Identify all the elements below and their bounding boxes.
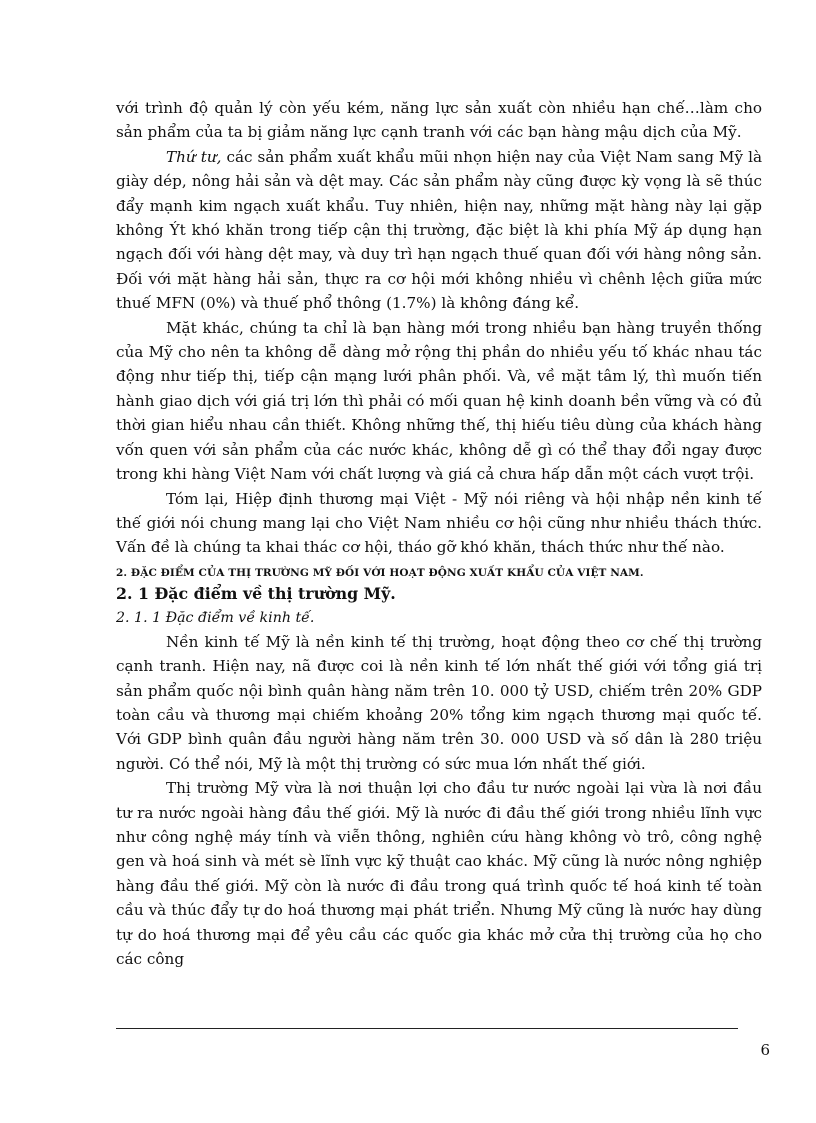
paragraph-continuation: với trình độ quản lý còn yếu kém, năng lực sản xuất còn nhiều hạn chế…làm cho sản phẩm của ta bị giảm năng lực cạnh tranh với các bạn hàng mậu dịch của Mỹ. <box>116 99 762 142</box>
subsection-heading: 2. 1 Đặc điểm về thị trường Mỹ. <box>116 583 396 603</box>
paragraph-economy: Nền kinh tế Mỹ là nền kinh tế thị trường, hoạt động theo cơ chế thị trường cạnh tranh. Hiện nay, nã được coi là nền kinh tế lớn nhất thế giới với tổng giá trị sản phẩm quốc nội bình quân hàng năm trên 10. 000 tỷ USD, chiếm trên 20% GDP toàn cầu và thương mại chiếm khoảng 20% tổng kim ngạch thương mại quốc tế. Với GDP bình quân đầu người hàng năm trên 30. 000 USD và số dân là 280 triệu người. Có thể nói, Mỹ là một thị trường có sức mua lớn nhất thế giới. <box>116 632 762 773</box>
paragraph-summary: Tóm lại, Hiệp định thương mại Việt - Mỹ nói riêng và hội nhập nền kinh tế thế giới nói chung mang lại cho Việt Nam nhiều cơ hội cũng như nhiều thách thức. Vấn đề là chúng ta khai thác cơ hội, tháo gỡ khó khăn, thách thức như thế nào. <box>116 489 762 557</box>
page-number: 6 <box>760 1041 770 1059</box>
paragraph-text: các sản phẩm xuất khẩu mũi nhọn hiện nay của Việt Nam sang Mỹ là giày dép, nông hải sản và dệt may. Các sản phẩm này cũng được kỳ vọng là sẽ thúc đẩy mạnh kim ngạch xuất khẩu. Tuy nhiên, hiện nay, những mặt hàng này lại gặp không Ýt khó khăn trong tiếp cận thị trường, đặc biệt là khi phía Mỹ áp dụng hạn ngạch đối với hàng dệt may, và duy trì hạn ngạch thuế quan đối với hàng nông sản. Đối với mặt hàng hải sản, thực ra cơ hội mới không nhiều vì chênh lệch giữa mức thuế MFN (0%) và thuế phổ thông (1.7%) là không đáng kể. <box>116 147 763 313</box>
document-body <box>116 96 762 971</box>
footer-rule <box>116 1028 738 1029</box>
paragraph-investment: Thị trường Mỹ vừa là nơi thuận lợi cho đầu tư nước ngoài lại vừa là nơi đầu tư ra nước ngoài hàng đầu thế giới. Mỹ là nước đi đầu thế giới trong nhiều lĩnh vực như công nghệ máy tính và viễn thông, nghiên cứu hàng không vò trô, công nghệ gen và hoá sinh và mét sè lĩnh vực kỹ thuật cao khác. Mỹ cũng là nước nông nghiệp hàng đầu thế giới. Mỹ còn là nước đi đầu trong quá trình quốc tế hoá kinh tế toàn cầu và thúc đẩy tự do hoá thương mại phát triển. Nhưng Mỹ cũng là nước hay dùng tự do hoá thương mại để yêu cầu các quốc gia khác mở cửa thị trường của họ cho các công <box>116 779 762 968</box>
paragraph-lead-in: Thứ tư, <box>166 147 222 166</box>
section-heading: 2. ĐẶC ĐIỂM CỦA THỊ TRƯỜNG MỸ ĐỐI VỚI HOẠT ĐỘNG XUẤT KHẨU CỦA VIỆT NAM. <box>116 566 644 579</box>
paragraph-export-products <box>116 145 762 316</box>
subsubsection-heading: 2. 1. 1 Đặc điểm về kinh tế. <box>116 609 315 626</box>
paragraph-market-share: Mặt khác, chúng ta chỉ là bạn hàng mới trong nhiều bạn hàng truyền thống của Mỹ cho nên ta không dễ dàng mở rộng thị phần do nhiều yếu tố khác nhau tác động như tiếp thị, tiếp cận mạng lưới phân phối. Và, về mặt tâm lý, thì muốn tiến hành giao dịch với giá trị lớn thì phải có mối quan hệ kinh doanh bền vững và có đủ thời gian hiểu nhau cần thiết. Không những thế, thị hiếu tiêu dùng của khách hàng vốn quen với sản phẩm của các nước khác, không dễ gì có thể thay đổi ngay được trong khi hàng Việt Nam với chất lượng và giá cả chưa hấp dẫn một cách vượt trội. <box>116 318 762 484</box>
